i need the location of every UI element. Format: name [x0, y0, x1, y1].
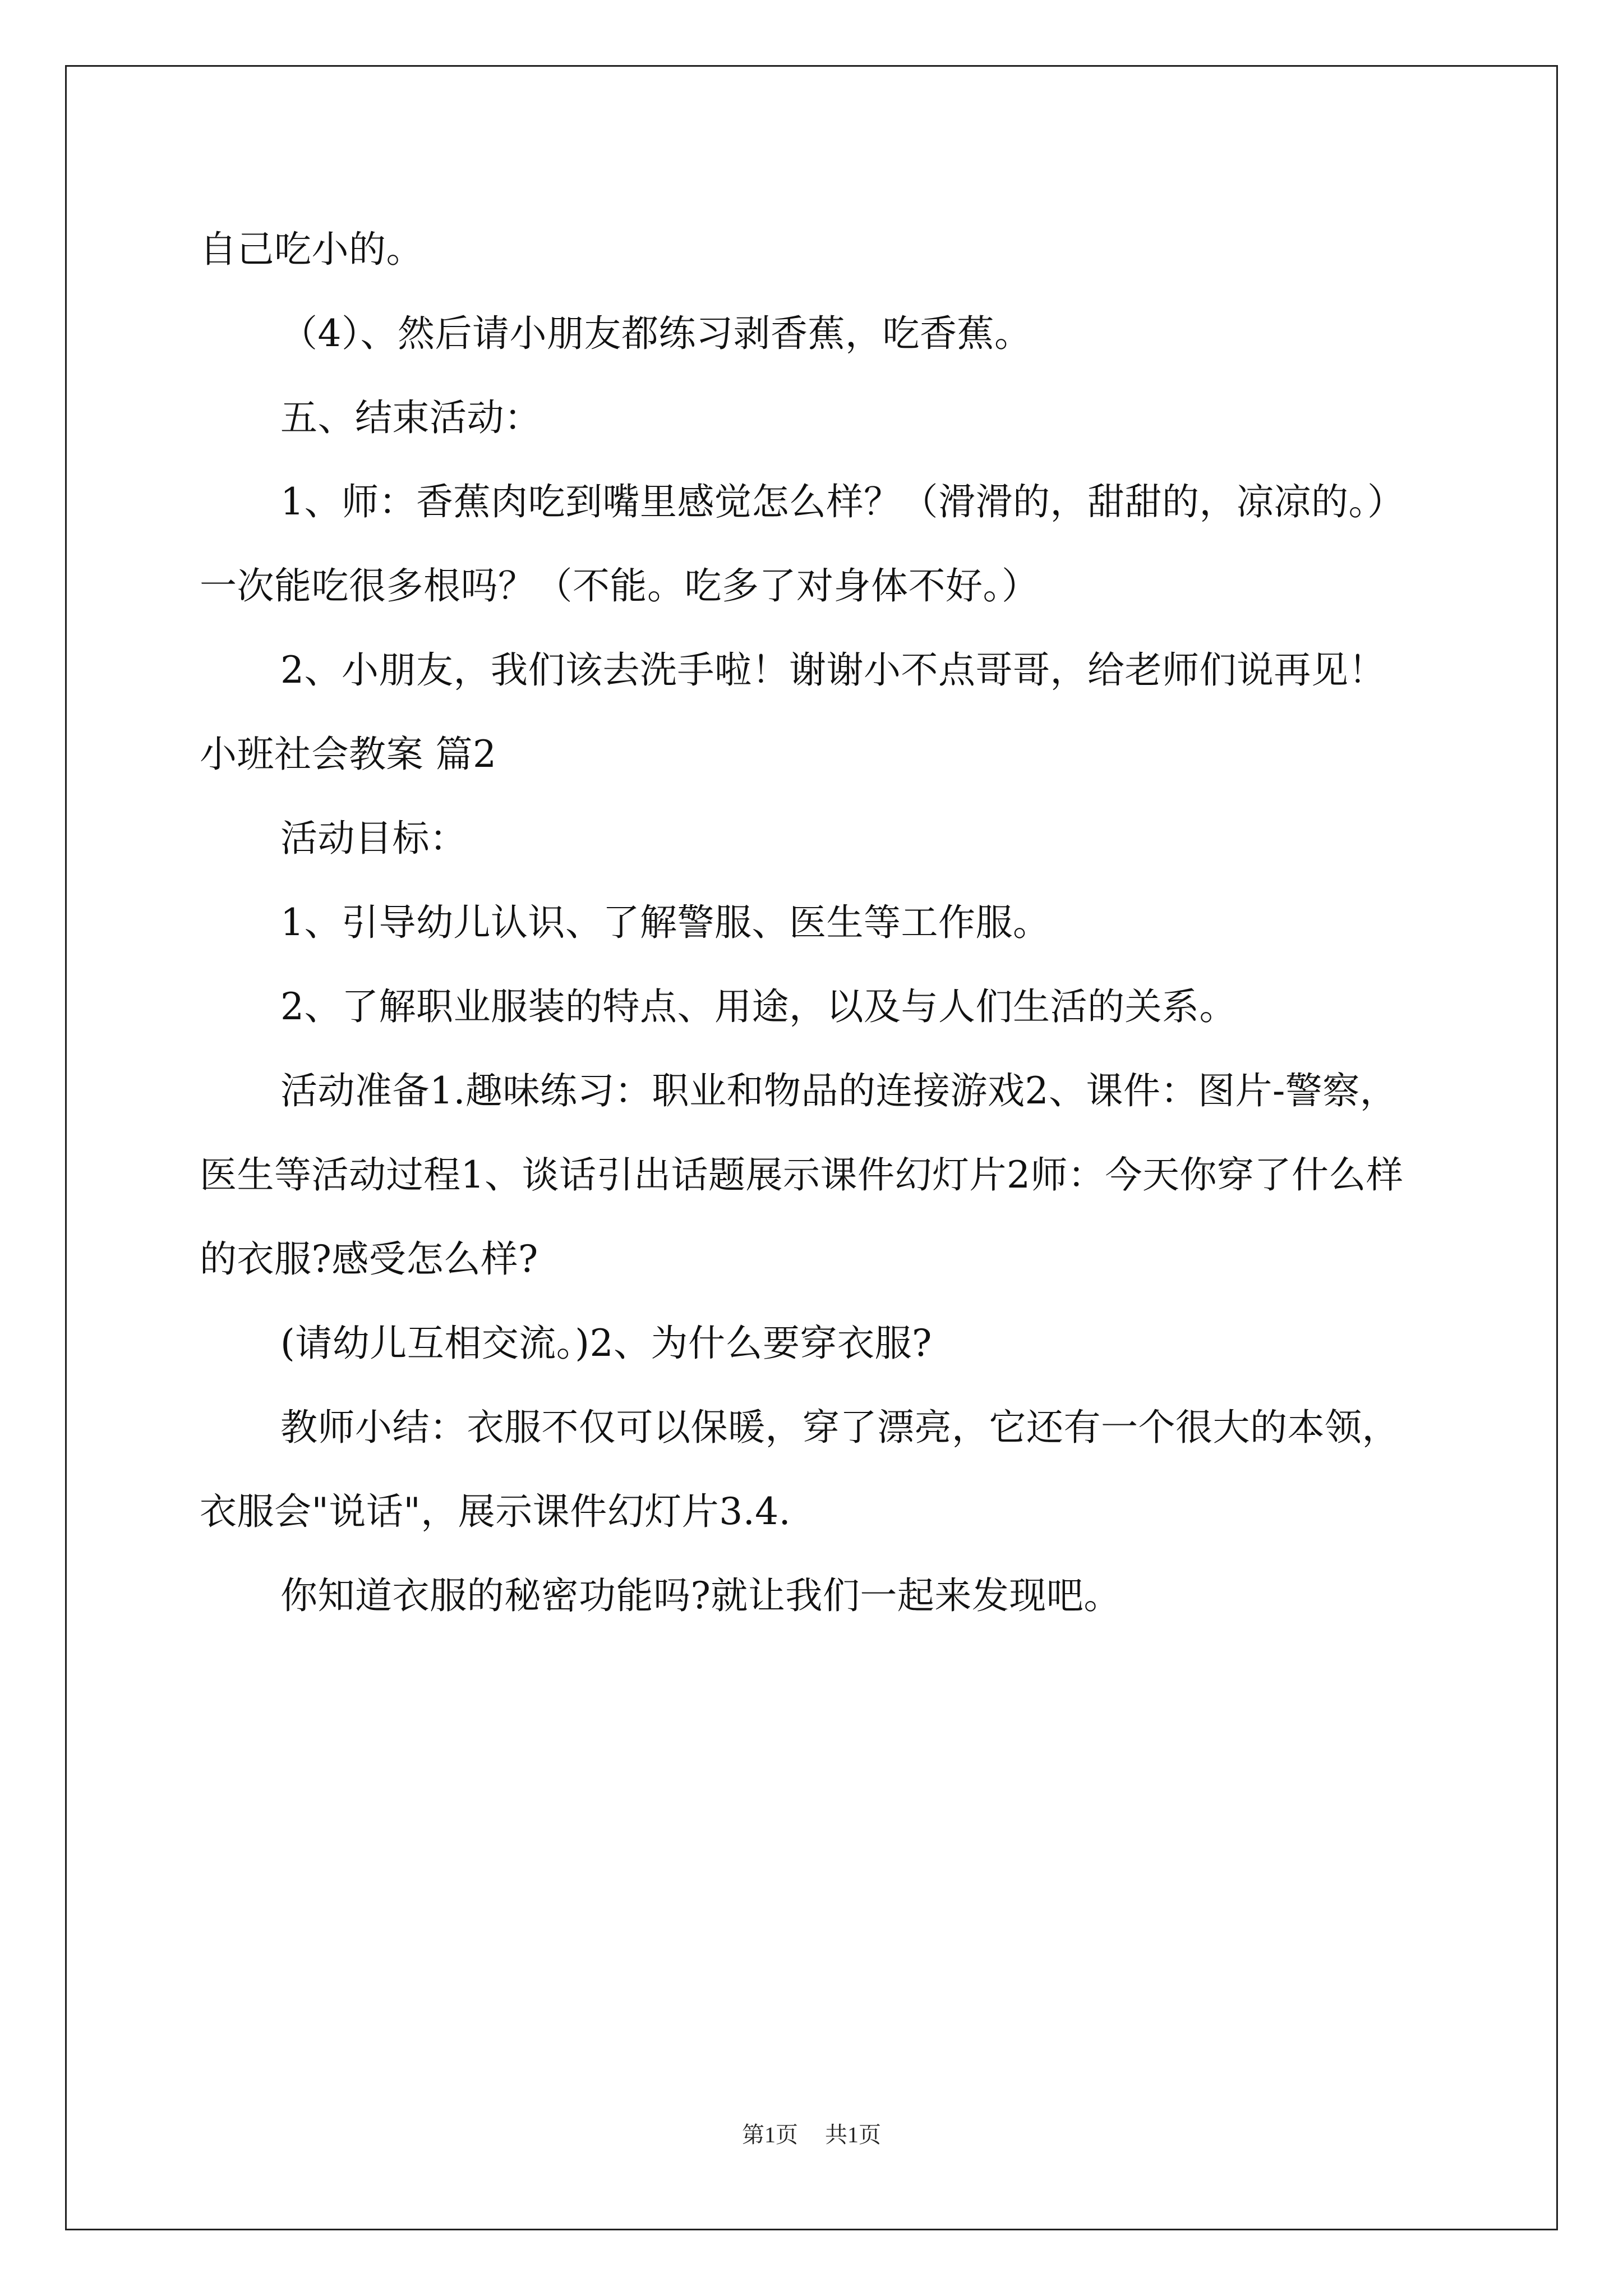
paragraph: 1、师：香蕉肉吃到嘴里感觉怎么样？（滑滑的，甜甜的，凉凉的。）一次能吃很多根吗？（不能。吃多了对身体不好。） — [200, 480, 1405, 608]
page-number: 第1页 — [742, 2122, 798, 2147]
page-total: 共1页 — [825, 2122, 881, 2147]
paragraph: (请幼儿互相交流。)2、为什么要穿衣服? — [280, 1322, 932, 1365]
paragraph: 2、小朋友，我们该去洗手啦！谢谢小不点哥哥，给老师们说再见！ — [280, 648, 1386, 692]
section-heading: 五、结束活动： — [280, 396, 542, 439]
paragraph: 1、引导幼儿认识、了解警服、医生等工作服。 — [280, 901, 1050, 944]
paragraph: 教师小结：衣服不仅可以保暖，穿了漂亮，它还有一个很大的本领，衣服会"说话"，展示课件幻灯片3.4. — [200, 1406, 1399, 1533]
paragraph: 你知道衣服的秘密功能吗?就让我们一起来发现吧。 — [280, 1574, 1121, 1617]
paragraph: （4）、然后请小朋友都练习剥香蕉，吃香蕉。 — [280, 312, 1032, 355]
section-heading: 活动目标： — [280, 817, 467, 860]
paragraph: 活动准备1.趣味练习：职业和物品的连接游戏2、课件：图片-警察，医生等活动过程1、谈话引出话题展示课件幻灯片2师：今天你穿了什么样的衣服?感受怎么样? — [200, 1069, 1404, 1281]
page-footer — [0, 2117, 1623, 2149]
article-title: 小班社会教案 篇2 — [200, 733, 497, 776]
paragraph: 自己吃小的。 — [200, 228, 423, 271]
paragraph: 2、了解职业服装的特点、用途，以及与人们生活的关系。 — [280, 985, 1237, 1028]
document-body — [200, 208, 1426, 1638]
